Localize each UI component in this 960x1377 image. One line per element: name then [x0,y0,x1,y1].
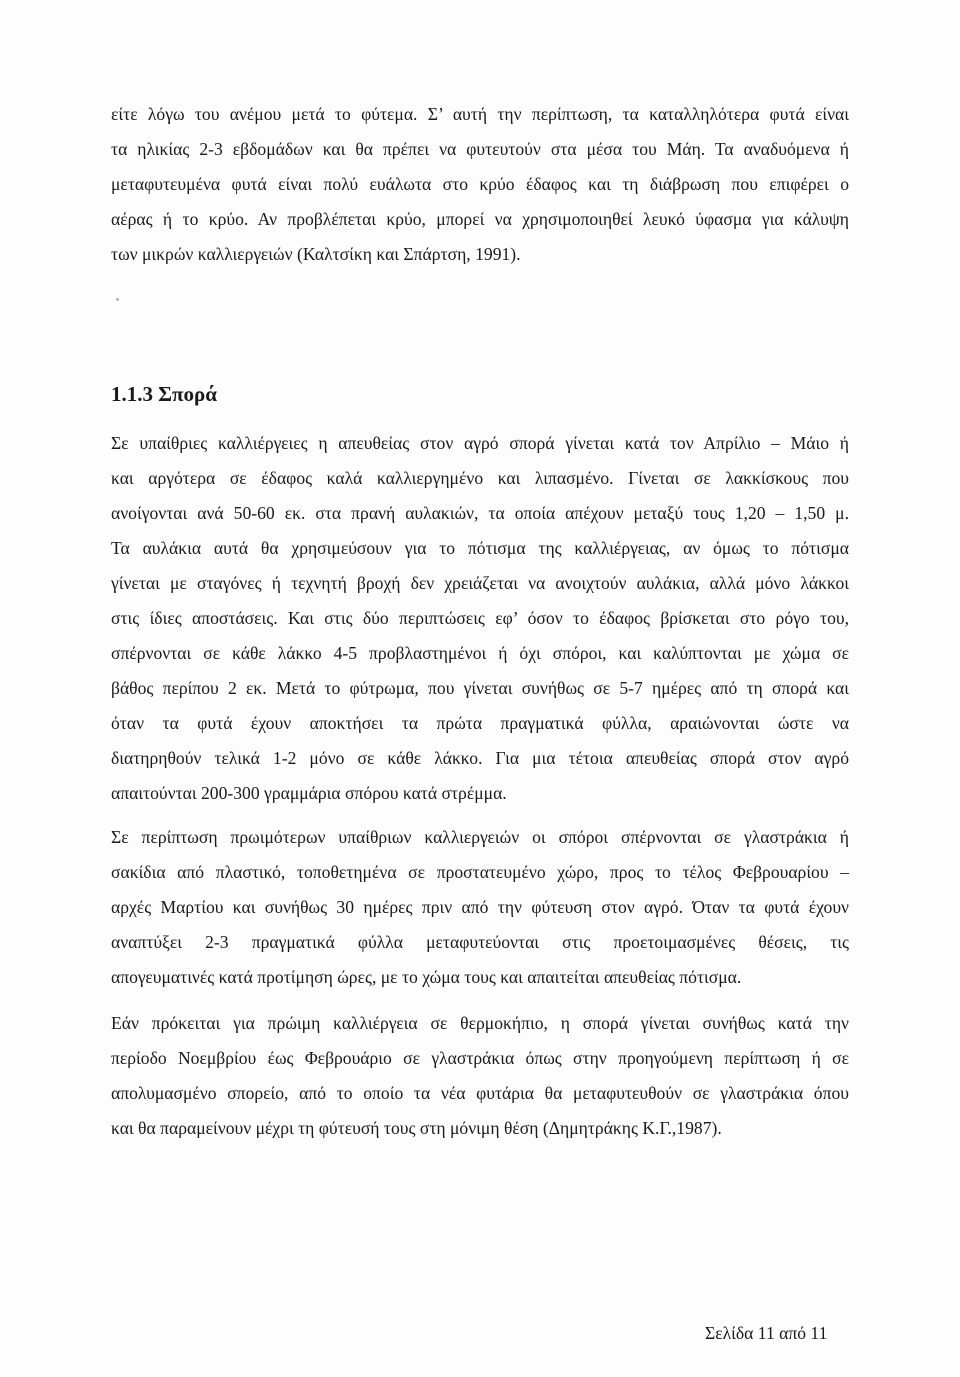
paragraph-4-line: Εάν πρόκειται για πρώιμη καλλιέργεια σε θερμοκήπιο, η σπορά γίνεται συνήθως κατά την [111,1013,849,1033]
paragraph-2-line: γίνεται με σταγόνες ή τεχνητή βροχή δεν χρειάζεται να ανοιχτούν αυλάκια, αλλά μόνο λάκκοι [111,573,849,593]
paragraph-2-line: βάθος περίπου 2 εκ. Μετά το φύτρωμα, που γίνεται συνήθως σε 5-7 ημέρες από τη σπορά και [111,678,849,698]
section-heading: 1.1.3 Σπορά [111,382,217,406]
paragraph-1-line: των μικρών καλλιεργειών (Καλτσίκη και Σπάρτση, 1991). [111,244,521,264]
paragraph-2-line: και αργότερα σε έδαφος καλά καλλιεργημένο και λιπασμένο. Γίνεται σε λακκίσκους που [111,468,849,488]
stray-mark [116,298,119,301]
paragraph-3-line: Σε περίπτωση πρωιμότερων υπαίθριων καλλιεργειών οι σπόροι σπέρνονται σε γλαστράκια ή [111,827,849,847]
paragraph-2-line: στις ίδιες αποστάσεις. Και στις δύο περιπτώσεις εφ’ όσον το έδαφος βρίσκεται στο ρόγο του, [111,608,849,628]
paragraph-2-line: σπέρνονται σε κάθε λάκκο 4-5 προβλαστημένοι ή όχι σπόροι, και καλύπτονται με χώμα σε [111,643,849,663]
paragraph-2-line: Σε υπαίθριες καλλιέργειες η απευθείας στον αγρό σπορά γίνεται κατά τον Απρίλιο – Μάιο ή [111,433,849,453]
page-number: Σελίδα 11 από 11 [705,1323,828,1343]
paragraph-3-line: αρχές Μαρτίου και συνήθως 30 ημέρες πριν από την φύτευση στον αγρό. Όταν τα φυτά έχουν [111,897,849,917]
paragraph-3-line: απογευματινές κατά προτίμηση ώρες, με το χώμα τους και απαιτείται απευθείας πότισμα. [111,967,742,987]
paragraph-2-line: ανοίγονται ανά 50-60 εκ. στα πρανή αυλακιών, τα οποία απέχουν μεταξύ τους 1,20 – 1,50 μ. [111,503,849,523]
paragraph-1-line: είτε λόγω του ανέμου μετά το φύτεμα. Σ’ αυτή την περίπτωση, τα καταλληλότερα φυτά είναι [111,104,849,124]
paragraph-3-line: αναπτύξει 2-3 πραγματικά φύλλα μεταφυτεύονται στις προετοιμασμένες θέσεις, τις [111,932,849,952]
paragraph-4-line: περίοδο Νοεμβρίου έως Φεβρουάριο σε γλαστράκια όπως στην προηγούμενη περίπτωση ή σε [111,1048,849,1068]
paragraph-2-line: απαιτούνται 200-300 γραμμάρια σπόρου κατά στρέμμα. [111,783,507,803]
paragraph-4-line: και θα παραμείνουν μέχρι τη φύτευσή τους στη μόνιμη θέση (Δημητράκης Κ.Γ.,1987). [111,1118,722,1138]
paragraph-3-line: σακίδια από πλαστικό, τοποθετημένα σε προστατευμένο χώρο, προς το τέλος Φεβρουαρίου – [111,862,849,882]
paragraph-2-line: Τα αυλάκια αυτά θα χρησιμεύσουν για το πότισμα της καλλιέργειας, αν όμως το πότισμα [111,538,849,558]
paragraph-1-line: μεταφυτευμένα φυτά είναι πολύ ευάλωτα στο κρύο έδαφος και τη διάβρωση που επιφέρει ο [111,174,849,194]
paragraph-4-line: απολυμασμένο σπορείο, από το οποίο τα νέα φυτάρια θα μεταφυτευθούν σε γλαστράκια όπου [111,1083,849,1103]
paragraph-1-line: τα ηλικίας 2-3 εβδομάδων και θα πρέπει να φυτευτούν στα μέσα του Μάη. Τα αναδυόμενα ή [111,139,849,159]
paragraph-2-line: διατηρηθούν τελικά 1-2 μόνο σε κάθε λάκκο. Για μια τέτοια απευθείας σπορά στον αγρό [111,748,849,768]
paragraph-2-line: όταν τα φυτά έχουν αποκτήσει τα πρώτα πραγματικά φύλλα, αραιώνονται ώστε να [111,713,849,733]
paragraph-1-line: αέρας ή το κρύο. Αν προβλέπεται κρύο, μπορεί να χρησιμοποιηθεί λευκό ύφασμα για κάλυψη [111,209,849,229]
